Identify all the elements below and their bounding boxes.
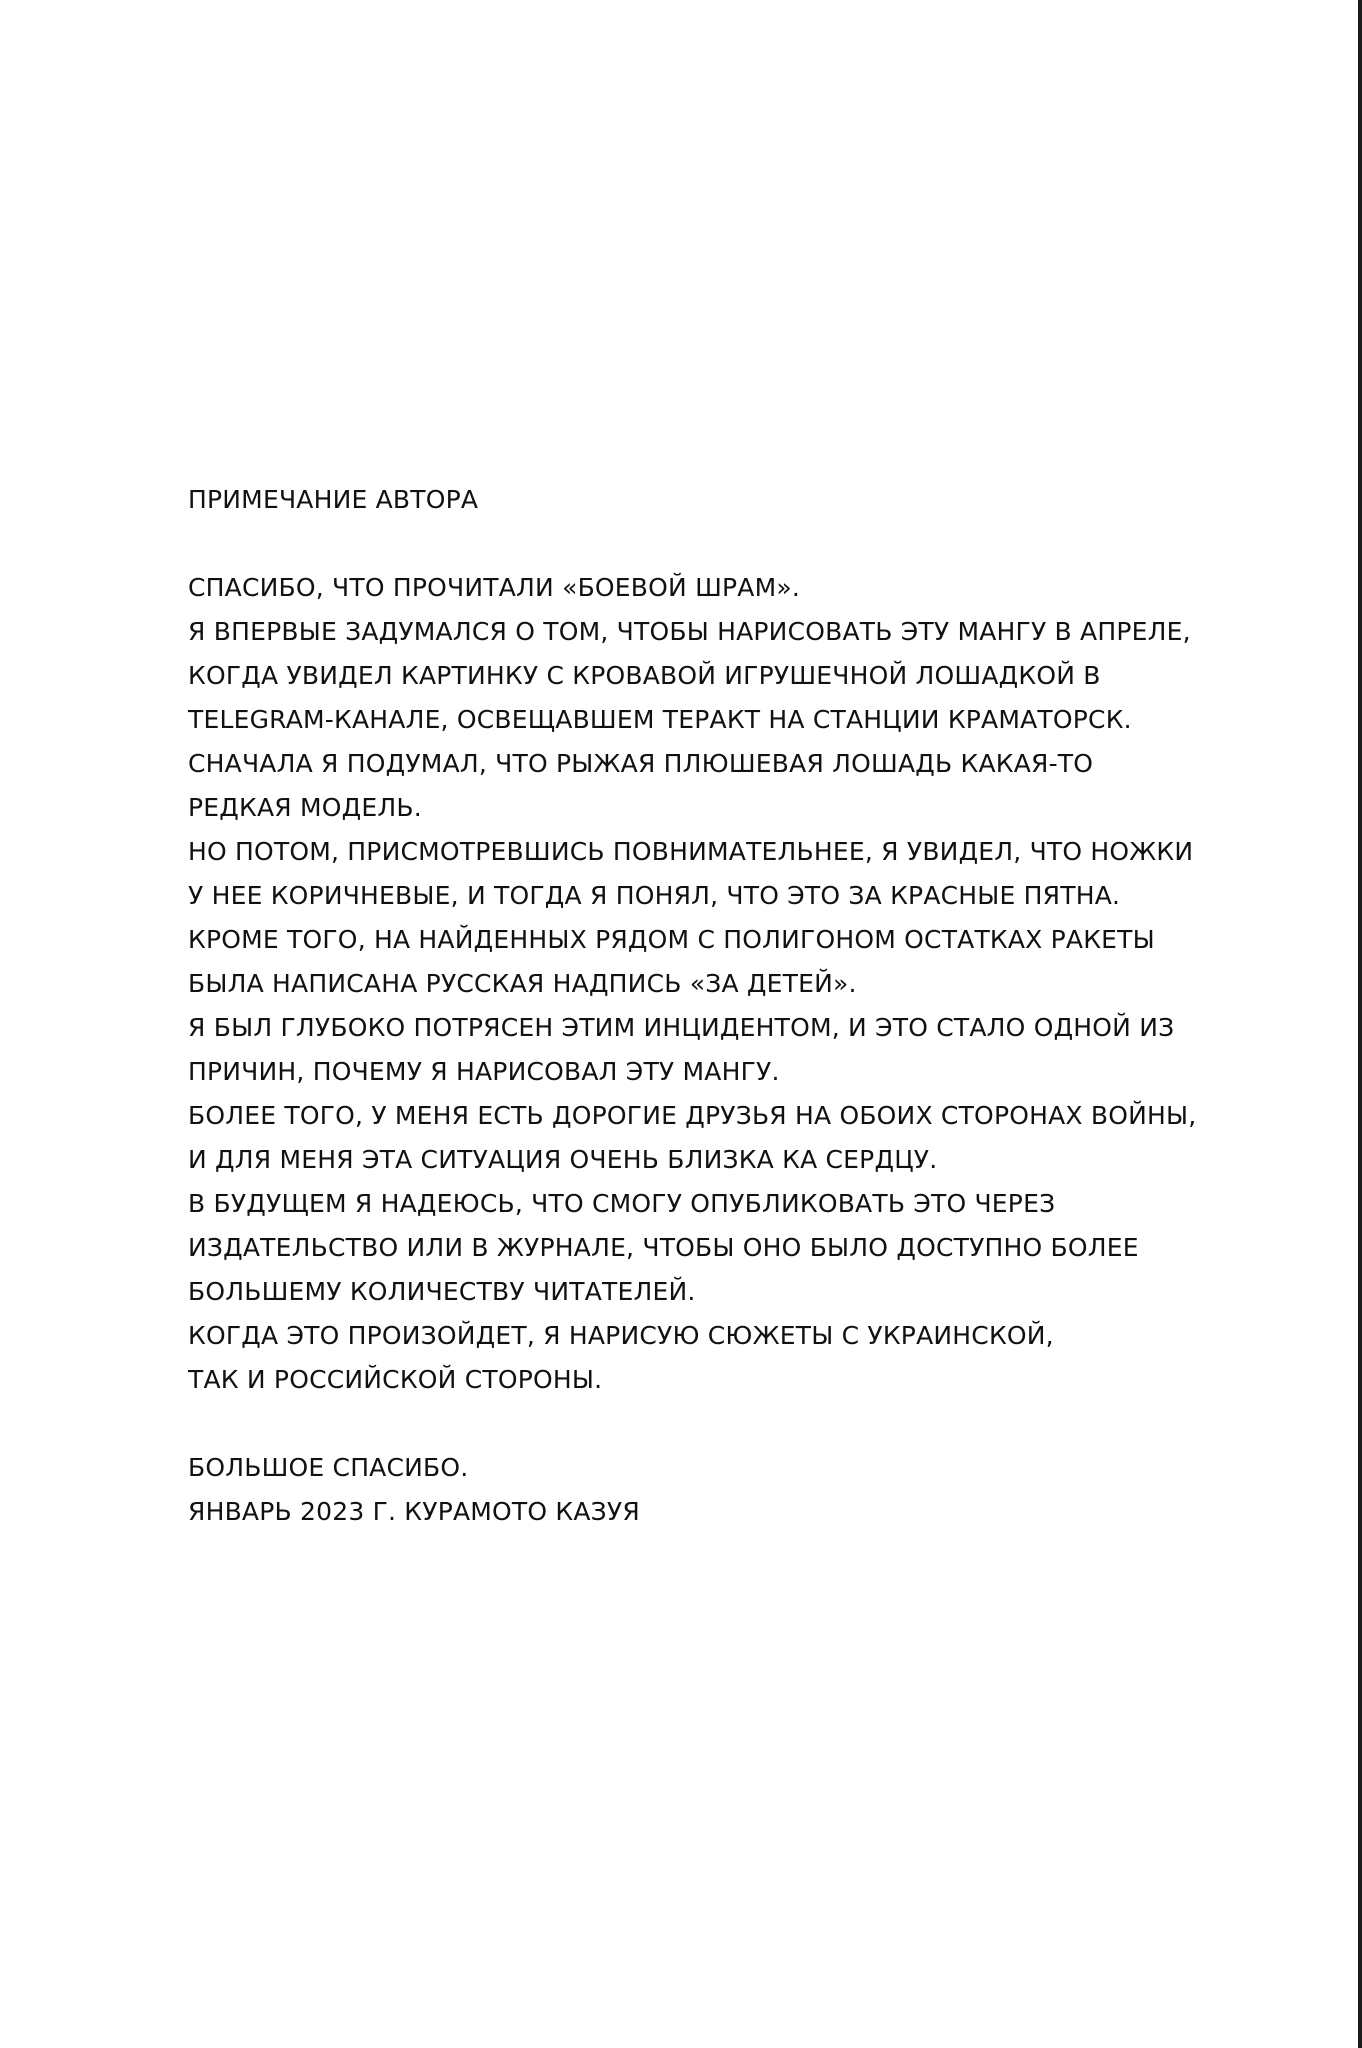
- note-line: СНАЧАЛА Я ПОДУМАЛ, ЧТО РЫЖАЯ ПЛЮШЕВАЯ ЛОШАДЬ КАКАЯ-ТО: [188, 749, 1094, 778]
- note-line: В БУДУЩЕМ Я НАДЕЮСЬ, ЧТО СМОГУ ОПУБЛИКОВАТЬ ЭТО ЧЕРЕЗ: [188, 1189, 1056, 1218]
- note-line: ТАК И РОССИЙСКОЙ СТОРОНЫ.: [188, 1365, 603, 1394]
- note-line: Я БЫЛ ГЛУБОКО ПОТРЯСЕН ЭТИМ ИНЦИДЕНТОМ, И ЭТО СТАЛО ОДНОЙ ИЗ: [188, 1013, 1175, 1042]
- note-line: Я ВПЕРВЫЕ ЗАДУМАЛСЯ О ТОМ, ЧТОБЫ НАРИСОВАТЬ ЭТУ МАНГУ В АПРЕЛЕ,: [188, 617, 1191, 646]
- note-line: РЕДКАЯ МОДЕЛЬ.: [188, 793, 422, 822]
- author-note: [188, 478, 1248, 1534]
- note-line: БОЛЬШЕМУ КОЛИЧЕСТВУ ЧИТАТЕЛЕЙ.: [188, 1277, 696, 1306]
- note-line: КОГДА УВИДЕЛ КАРТИНКУ С КРОВАВОЙ ИГРУШЕЧНОЙ ЛОШАДКОЙ В: [188, 661, 1101, 690]
- note-line: ПРИЧИН, ПОЧЕМУ Я НАРИСОВАЛ ЭТУ МАНГУ.: [188, 1057, 780, 1086]
- spacer: [188, 1402, 1248, 1446]
- note-line: У НЕЕ КОРИЧНЕВЫЕ, И ТОГДА Я ПОНЯЛ, ЧТО ЭТО ЗА КРАСНЫЕ ПЯТНА.: [188, 881, 1121, 910]
- note-line: TELEGRAM-КАНАЛЕ, ОСВЕЩАВШЕМ ТЕРАКТ НА СТАНЦИИ КРАМАТОРСК.: [188, 705, 1132, 734]
- note-line: СПАСИБО, ЧТО ПРОЧИТАЛИ «БОЕВОЙ ШРАМ».: [188, 573, 801, 602]
- note-closing: БОЛЬШОЕ СПАСИБО.: [188, 1453, 469, 1482]
- note-signature: ЯНВАРЬ 2023 Г. КУРАМОТО КАЗУЯ: [188, 1497, 640, 1526]
- note-line: БЫЛА НАПИСАНА РУССКАЯ НАДПИСЬ «ЗА ДЕТЕЙ».: [188, 969, 857, 998]
- note-line: И ДЛЯ МЕНЯ ЭТА СИТУАЦИЯ ОЧЕНЬ БЛИЗКА КА СЕРДЦУ.: [188, 1145, 938, 1174]
- note-line: КОГДА ЭТО ПРОИЗОЙДЕТ, Я НАРИСУЮ СЮЖЕТЫ С УКРАИНСКОЙ,: [188, 1321, 1054, 1350]
- note-title: ПРИМЕЧАНИЕ АВТОРА: [188, 485, 479, 514]
- note-line: НО ПОТОМ, ПРИСМОТРЕВШИСЬ ПОВНИМАТЕЛЬНЕЕ, Я УВИДЕЛ, ЧТО НОЖКИ: [188, 837, 1194, 866]
- note-line: ИЗДАТЕЛЬСТВО ИЛИ В ЖУРНАЛЕ, ЧТОБЫ ОНО БЫЛО ДОСТУПНО БОЛЕЕ: [188, 1233, 1139, 1262]
- note-line: КРОМЕ ТОГО, НА НАЙДЕННЫХ РЯДОМ С ПОЛИГОНОМ ОСТАТКАХ РАКЕТЫ: [188, 925, 1155, 954]
- spacer: [188, 522, 1248, 566]
- note-line: БОЛЕЕ ТОГО, У МЕНЯ ЕСТЬ ДОРОГИЕ ДРУЗЬЯ НА ОБОИХ СТОРОНАХ ВОЙНЫ,: [188, 1101, 1197, 1130]
- page-edge-divider: [1358, 0, 1362, 2048]
